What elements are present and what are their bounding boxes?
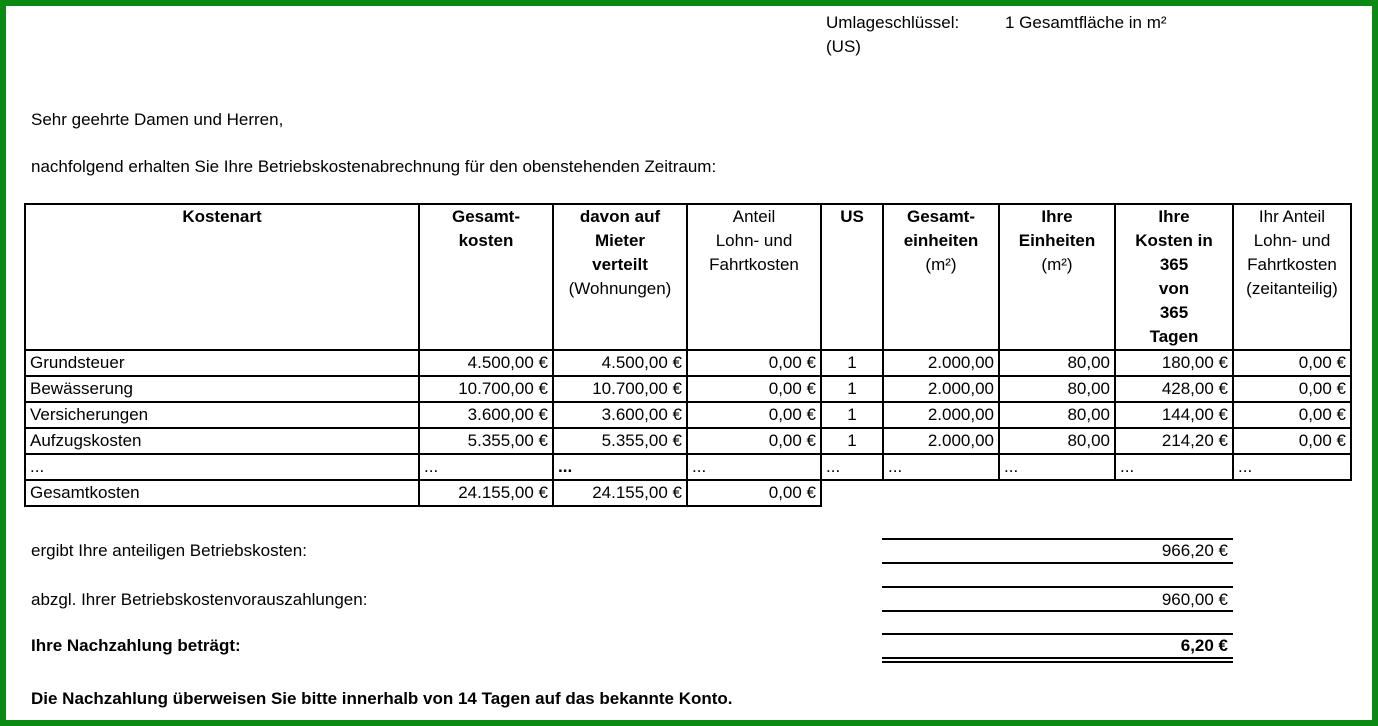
cell-ihre-einheiten: 80,00	[999, 376, 1115, 402]
cell-mieter: 3.600,00 €	[553, 402, 687, 428]
cell-ihr-anteil: 0,00 €	[1233, 376, 1351, 402]
header-gesamtkosten: Gesamt- kosten	[419, 204, 553, 350]
table-header-row	[25, 204, 1351, 350]
table-row	[25, 402, 1351, 428]
cell-us: 1	[821, 376, 883, 402]
cell-ihr-anteil: 0,00 €	[1233, 350, 1351, 376]
summary-balance-label: Ihre Nachzahlung beträgt:	[31, 636, 241, 655]
allocation-key-value: 1 Gesamtfläche in m²	[1005, 13, 1167, 32]
summary-prepayment-label: abzgl. Ihrer Betriebskostenvorauszahlungen:	[31, 590, 368, 609]
cell-ihre-kosten: 214,20 €	[1115, 428, 1233, 454]
table-row	[25, 428, 1351, 454]
cell-anteil: 0,00 €	[687, 428, 821, 454]
cell-kostenart: Versicherungen	[25, 402, 419, 428]
payment-note: Die Nachzahlung überweisen Sie bitte innerhalb von 14 Tagen auf das bekannte Konto.	[31, 689, 733, 708]
total-anteil: 0,00 €	[687, 480, 821, 506]
cell-ihre-einheiten: 80,00	[999, 428, 1115, 454]
cell-mieter: 10.700,00 €	[553, 376, 687, 402]
cell-kostenart: ...	[25, 454, 419, 480]
summary-share-rule-top	[882, 538, 1233, 540]
summary-prepayment-rule-top	[882, 586, 1233, 588]
cell-us: ...	[821, 454, 883, 480]
cell-ihr-anteil: ...	[1233, 454, 1351, 480]
cell-gesamtkosten: 5.355,00 €	[419, 428, 553, 454]
header-ihre-einheiten: Ihre Einheiten (m²)	[999, 204, 1115, 350]
header-gesamteinheiten: Gesamt- einheiten (m²)	[883, 204, 999, 350]
cell-ihre-einheiten: 80,00	[999, 402, 1115, 428]
cell-gesamteinheiten: 2.000,00	[883, 376, 999, 402]
cell-gesamtkosten: ...	[419, 454, 553, 480]
table-total-row	[25, 480, 1351, 506]
allocation-key-label: Umlageschlüssel:	[826, 13, 960, 32]
cell-gesamteinheiten: ...	[883, 454, 999, 480]
cell-ihre-kosten: 180,00 €	[1115, 350, 1233, 376]
cell-ihre-einheiten: 80,00	[999, 350, 1115, 376]
cell-anteil: 0,00 €	[687, 350, 821, 376]
cell-gesamteinheiten: 2.000,00	[883, 402, 999, 428]
cell-gesamteinheiten: 2.000,00	[883, 350, 999, 376]
header-ihre-kosten: Ihre Kosten in 365 von 365 Tagen	[1115, 204, 1233, 350]
cell-gesamtkosten: 10.700,00 €	[419, 376, 553, 402]
summary-prepayment-value: 960,00 €	[1161, 590, 1228, 609]
summary-balance-rule-top	[882, 633, 1233, 635]
summary-prepayment-rule-bottom	[882, 610, 1233, 612]
cell-kostenart: Aufzugskosten	[25, 428, 419, 454]
cell-kostenart: Bewässerung	[25, 376, 419, 402]
header-us: US	[821, 204, 883, 350]
cell-anteil: 0,00 €	[687, 402, 821, 428]
intro-text: nachfolgend erhalten Sie Ihre Betriebskostenabrechnung für den obenstehenden Zeitraum:	[31, 157, 717, 176]
cell-ihre-einheiten: ...	[999, 454, 1115, 480]
cell-us: 1	[821, 402, 883, 428]
total-mieter: 24.155,00 €	[553, 480, 687, 506]
header-kostenart: Kostenart	[25, 204, 419, 350]
cell-ihre-kosten: 428,00 €	[1115, 376, 1233, 402]
total-gesamtkosten: 24.155,00 €	[419, 480, 553, 506]
cell-gesamtkosten: 3.600,00 €	[419, 402, 553, 428]
cell-ihre-kosten: ...	[1115, 454, 1233, 480]
summary-share-rule-bottom	[882, 562, 1233, 564]
total-label: Gesamtkosten	[25, 480, 419, 506]
cell-us: 1	[821, 350, 883, 376]
summary-balance-double-rule-2	[882, 661, 1233, 663]
table-row	[25, 350, 1351, 376]
cell-kostenart: Grundsteuer	[25, 350, 419, 376]
summary-share-value: 966,20 €	[1161, 541, 1228, 560]
cell-anteil: 0,00 €	[687, 376, 821, 402]
header-mieter-verteilt: davon auf Mieter verteilt (Wohnungen)	[553, 204, 687, 350]
allocation-key-label-cont: (US)	[826, 37, 861, 56]
table-row-ellipsis	[25, 454, 1351, 480]
cell-us: 1	[821, 428, 883, 454]
header-ihr-anteil: Ihr Anteil Lohn- und Fahrtkosten (zeitanteilig)	[1233, 204, 1351, 350]
greeting: Sehr geehrte Damen und Herren,	[31, 110, 284, 129]
summary-balance-value: 6,20 €	[1180, 636, 1228, 655]
summary-balance-double-rule-1	[882, 657, 1233, 659]
cell-ihre-kosten: 144,00 €	[1115, 402, 1233, 428]
cell-anteil: ...	[687, 454, 821, 480]
cell-ihr-anteil: 0,00 €	[1233, 402, 1351, 428]
cell-ihr-anteil: 0,00 €	[1233, 428, 1351, 454]
header-anteil-lohn: Anteil Lohn- und Fahrtkosten	[687, 204, 821, 350]
table-row	[25, 376, 1351, 402]
cell-mieter: 5.355,00 €	[553, 428, 687, 454]
cell-mieter: ...	[553, 454, 687, 480]
cell-mieter: 4.500,00 €	[553, 350, 687, 376]
summary-share-label: ergibt Ihre anteiligen Betriebskosten:	[31, 541, 307, 560]
cell-gesamtkosten: 4.500,00 €	[419, 350, 553, 376]
cell-gesamteinheiten: 2.000,00	[883, 428, 999, 454]
cost-table	[24, 203, 1352, 507]
